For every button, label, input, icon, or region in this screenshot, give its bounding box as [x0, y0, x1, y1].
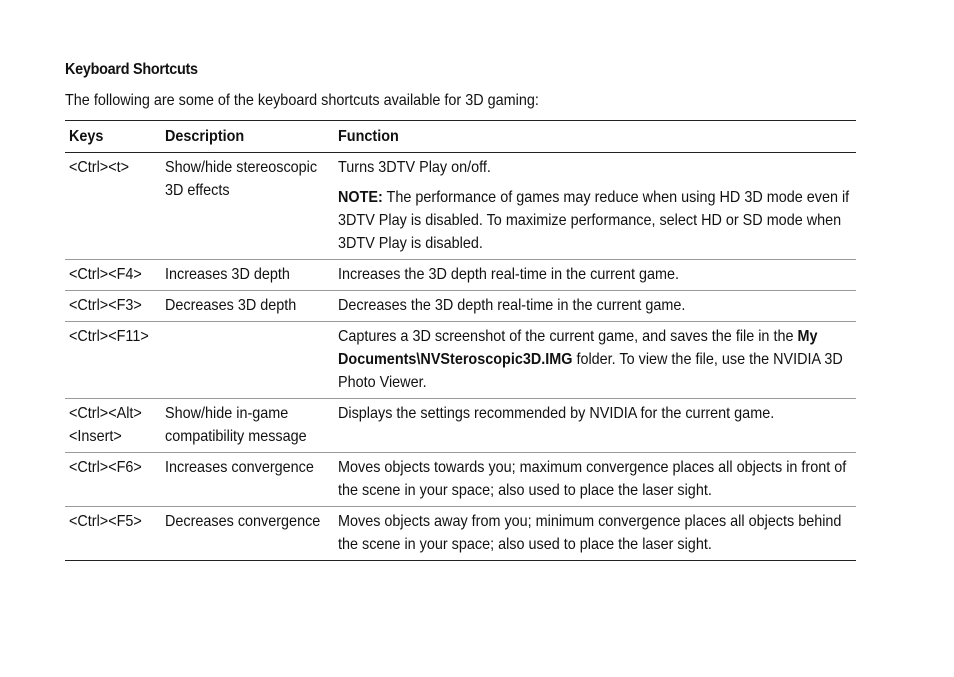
table-row	[65, 399, 856, 453]
cell-function: Captures a 3D screenshot of the current game, and saves the file in the My Documents\NVSteroscopic3D.IMG folder. To view the file, use the NVIDIA 3D Photo Viewer.	[338, 328, 843, 391]
cell-keys: <Ctrl><Alt> <Insert>	[69, 405, 142, 445]
cell-function: Decreases the 3D depth real-time in the current game.	[338, 297, 686, 314]
header-row	[65, 121, 856, 153]
table-row	[65, 291, 856, 322]
cell-description: Increases 3D depth	[165, 266, 290, 283]
cell-function: Increases the 3D depth real-time in the current game.	[338, 266, 679, 283]
note-label: NOTE:	[338, 189, 383, 206]
cell-description: Decreases 3D depth	[165, 297, 297, 314]
cell-keys: <Ctrl><F4>	[69, 266, 142, 283]
table-row	[65, 322, 856, 399]
cell-keys: <Ctrl><F3>	[69, 297, 142, 314]
table-header	[65, 121, 856, 153]
table-row	[65, 153, 856, 260]
intro-paragraph: The following are some of the keyboard shortcuts available for 3D gaming:	[65, 92, 539, 109]
header-description: Description	[165, 127, 245, 145]
cell-description: Show/hide stereoscopic 3D effects	[165, 159, 318, 199]
section-title: Keyboard Shortcuts	[65, 61, 198, 78]
table-row	[65, 260, 856, 291]
note-text: The performance of games may reduce when using HD 3D mode even if 3DTV Play is disabled. To maximize performance, select HD or SD mode when 3DTV Play is disabled.	[338, 189, 850, 252]
cell-description: Increases convergence	[165, 459, 314, 476]
cell-keys: <Ctrl><F11>	[69, 328, 149, 345]
cell-function: Moves objects away from you; minimum convergence places all objects behind the scene in your space; also used to place the laser sight.	[338, 513, 842, 553]
document-page	[65, 58, 856, 561]
table-body	[65, 153, 856, 561]
note-paragraph	[338, 186, 851, 255]
cell-function: Displays the settings recommended by NVIDIA for the current game.	[338, 405, 775, 422]
cell-keys: <Ctrl><F6>	[69, 459, 142, 476]
cell-function: Moves objects towards you; maximum convergence places all objects in front of the scene in your space; also used to place the laser sight.	[338, 459, 847, 499]
header-function: Function	[338, 127, 399, 145]
table-row	[65, 453, 856, 507]
cell-keys: <Ctrl><t>	[69, 159, 130, 176]
cell-function: Turns 3DTV Play on/off. NOTE: The performance of games may reduce when using HD 3D mode even if 3DTV Play is disabled. To maximize performance, select HD or SD mode when 3DTV Play is disabled.	[334, 153, 856, 260]
cell-keys: <Ctrl><F5>	[69, 513, 142, 530]
cell-description: Decreases convergence	[165, 513, 321, 530]
cell-description: Show/hide in-game compatibility message	[165, 405, 307, 445]
header-keys: Keys	[69, 127, 104, 145]
cell-description	[161, 322, 334, 399]
table-row	[65, 507, 856, 561]
shortcuts-table	[65, 120, 856, 561]
folder-path: My Documents\NVSteroscopic3D.IMG	[338, 328, 818, 368]
